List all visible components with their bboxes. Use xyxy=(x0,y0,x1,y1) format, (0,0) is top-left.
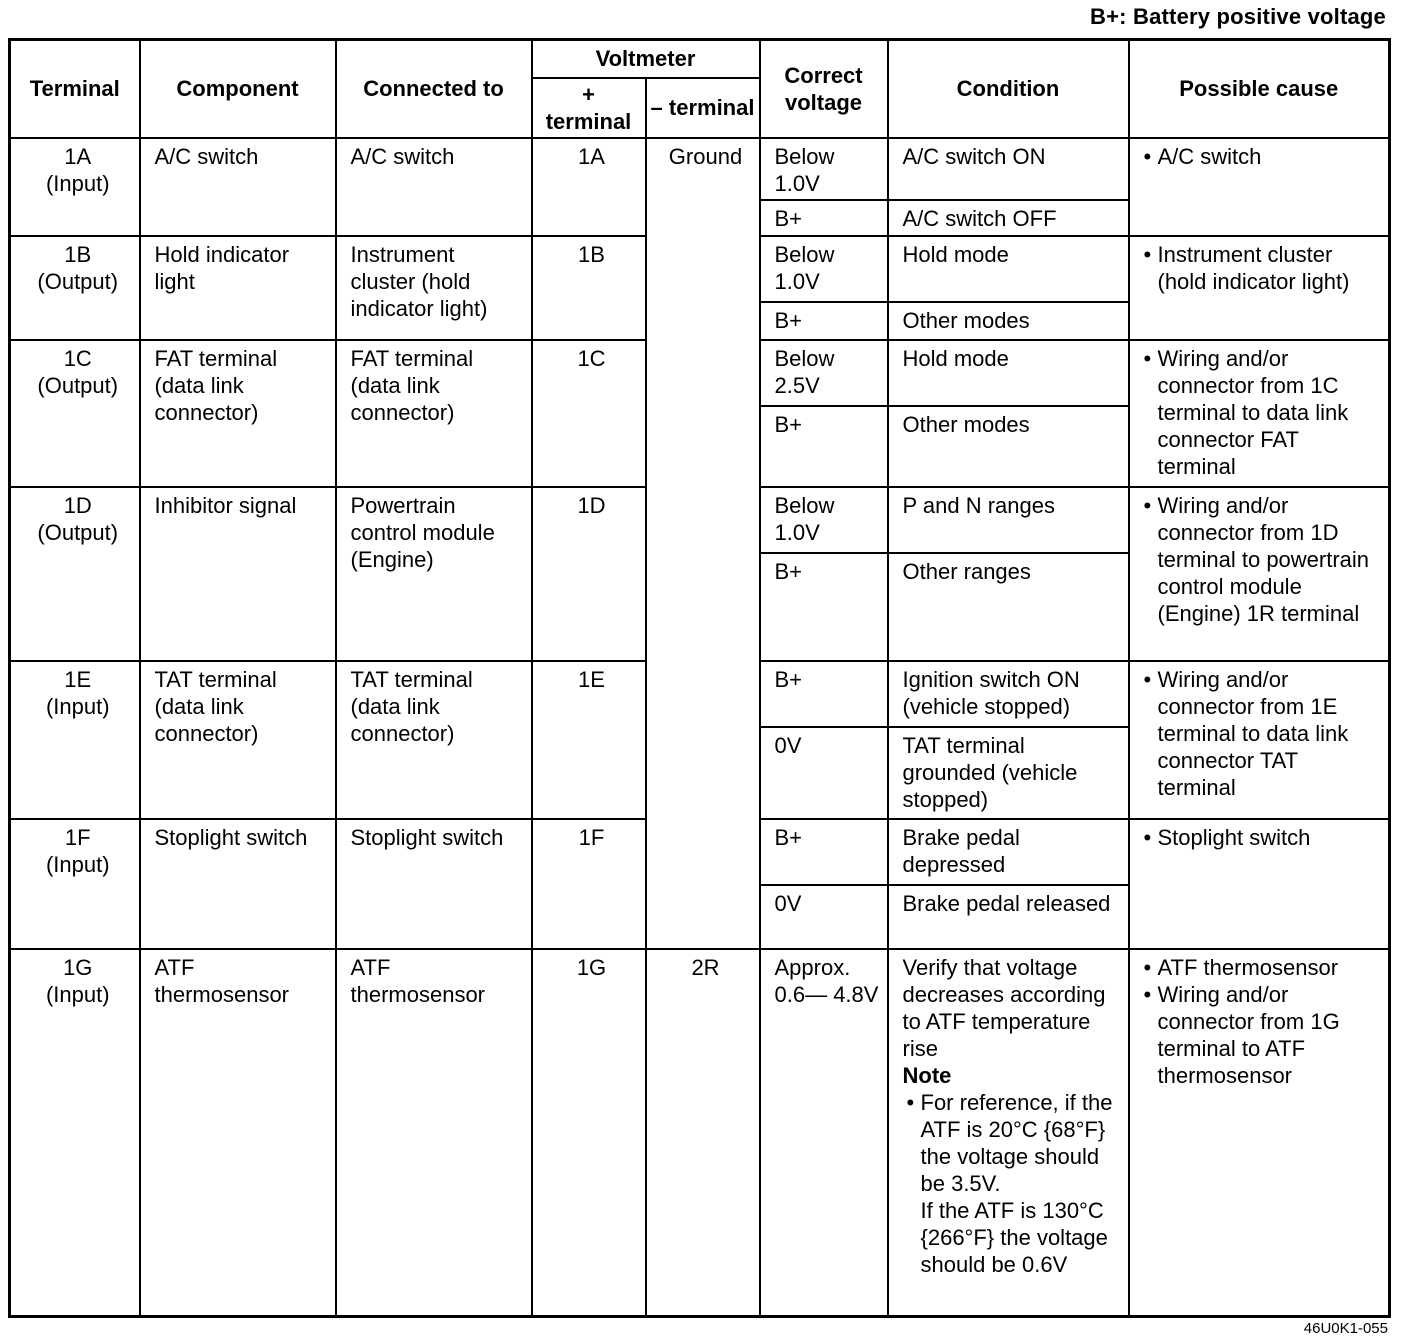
component-cell: ATF thermosensor xyxy=(140,949,336,1317)
component-cell: A/C switch xyxy=(140,138,336,236)
terminal-id: 1C xyxy=(63,345,92,371)
terminal-cell xyxy=(10,138,140,236)
connected-to-cell: FAT terminal (data link connector) xyxy=(336,340,532,487)
component-cell: TAT terminal (data link connector) xyxy=(140,661,336,819)
header-possible-cause: Possible cause xyxy=(1129,40,1390,138)
terminal-cell xyxy=(10,236,140,340)
cause-cell xyxy=(1129,236,1390,340)
terminal-io: (Output) xyxy=(37,519,119,545)
table-row xyxy=(10,138,1390,200)
voltmeter-plus-cell: 1C xyxy=(532,340,646,487)
header-minus-terminal: – terminal xyxy=(646,78,760,138)
terminal-io: (Output) xyxy=(37,372,119,398)
voltmeter-plus-cell: 1A xyxy=(532,138,646,236)
component-cell: Inhibitor signal xyxy=(140,487,336,661)
cause-cell xyxy=(1129,138,1390,236)
voltmeter-plus-cell: 1E xyxy=(532,661,646,819)
connected-to-cell: TAT terminal (data link connector) xyxy=(336,661,532,819)
voltage-cell: B+ xyxy=(760,661,888,727)
condition-cell: Other modes xyxy=(888,406,1129,487)
connected-to-cell: ATF thermosensor xyxy=(336,949,532,1317)
cause-cell xyxy=(1129,661,1390,819)
voltmeter-plus-cell: 1D xyxy=(532,487,646,661)
header-connected-to: Connected to xyxy=(336,40,532,138)
terminal-io: (Input) xyxy=(45,693,110,719)
condition-cell: Brake pedal released xyxy=(888,885,1129,949)
terminal-cell xyxy=(10,819,140,949)
voltmeter-plus-cell: 1G xyxy=(532,949,646,1317)
cause-item: • Instrument cluster (hold indicator light) xyxy=(1144,241,1381,295)
voltage-cell: 0V xyxy=(760,727,888,819)
condition-cell xyxy=(888,949,1129,1317)
header-voltmeter: Voltmeter xyxy=(532,40,760,78)
header-row xyxy=(10,40,1390,78)
terminal-cell xyxy=(10,661,140,819)
connected-to-cell: Powertrain control module (Engine) xyxy=(336,487,532,661)
terminal-id: 1G xyxy=(63,954,93,980)
voltmeter-plus-cell: 1F xyxy=(532,819,646,949)
condition-cell: Other modes xyxy=(888,302,1129,340)
condition-cell: Hold mode xyxy=(888,340,1129,406)
condition-cell: Other ranges xyxy=(888,553,1129,661)
connected-to-cell: Instrument cluster (hold indicator light) xyxy=(336,236,532,340)
terminal-id: 1F xyxy=(64,824,91,850)
terminal-io: (Input) xyxy=(45,981,110,1007)
connected-to-cell: A/C switch xyxy=(336,138,532,236)
terminal-id: 1B xyxy=(64,241,92,267)
terminal-io: (Output) xyxy=(37,268,119,294)
terminal-id: 1D xyxy=(63,492,92,518)
condition-cell: TAT terminal grounded (vehicle stopped) xyxy=(888,727,1129,819)
condition-cell: A/C switch ON xyxy=(888,138,1129,200)
condition-cell: Brake pedal depressed xyxy=(888,819,1129,885)
header-terminal: Terminal xyxy=(10,40,140,138)
terminal-cell xyxy=(10,949,140,1317)
voltage-cell: B+ xyxy=(760,819,888,885)
voltage-cell: Below 2.5V xyxy=(760,340,888,406)
header-plus-terminal: + terminal xyxy=(532,78,646,138)
condition-cell: Hold mode xyxy=(888,236,1129,302)
condition-cell: P and N ranges xyxy=(888,487,1129,553)
voltage-cell: B+ xyxy=(760,406,888,487)
cause-item: • Stoplight switch xyxy=(1144,824,1381,851)
cause-cell xyxy=(1129,487,1390,661)
voltage-cell: B+ xyxy=(760,200,888,236)
component-cell: Stoplight switch xyxy=(140,819,336,949)
cause-cell xyxy=(1129,340,1390,487)
cause-item: • ATF thermosensor xyxy=(1144,954,1381,981)
cause-cell xyxy=(1129,949,1390,1317)
table-row xyxy=(10,949,1390,1317)
figure-id: 46U0K1-055 xyxy=(1303,1320,1388,1337)
cause-item: • Wiring and/or connector from 1C terminal to data link connector FAT terminal xyxy=(1144,345,1381,480)
header-correct-voltage: Correct voltage xyxy=(760,40,888,138)
voltage-cell: Below 1.0V xyxy=(760,487,888,553)
cause-item: • A/C switch xyxy=(1144,143,1381,170)
terminal-id: 1E xyxy=(64,666,92,692)
terminal-cell xyxy=(10,340,140,487)
cause-item: • Wiring and/or connector from 1E terminal to data link connector TAT terminal xyxy=(1144,666,1381,801)
condition-cell: A/C switch OFF xyxy=(888,200,1129,236)
terminal-io: (Input) xyxy=(45,851,110,877)
voltage-cell: B+ xyxy=(760,553,888,661)
component-cell: Hold indicator light xyxy=(140,236,336,340)
voltage-cell: 0V xyxy=(760,885,888,949)
voltmeter-plus-cell: 1B xyxy=(532,236,646,340)
note-title: Note xyxy=(902,1062,952,1088)
battery-voltage-legend: B+: Battery positive voltage xyxy=(1090,4,1386,29)
voltage-cell: Below 1.0V xyxy=(760,138,888,200)
cause-cell xyxy=(1129,819,1390,949)
cause-item: • Wiring and/or connector from 1D terminal to powertrain control module (Engine) 1R terminal xyxy=(1144,492,1381,627)
voltmeter-minus-cell: 2R xyxy=(646,949,760,1317)
voltage-cell: Approx. 0.6— 4.8V xyxy=(760,949,888,1317)
note-item-continued: If the ATF is 130°C {266°F} the voltage should be 0.6V xyxy=(920,1197,1108,1277)
condition-cell: Ignition switch ON (vehicle stopped) xyxy=(888,661,1129,727)
terminal-voltage-table xyxy=(8,38,1391,1318)
header-component: Component xyxy=(140,40,336,138)
voltmeter-minus-ground-cell: Ground xyxy=(646,138,760,949)
connected-to-cell: Stoplight switch xyxy=(336,819,532,949)
note-item: • For reference, if the ATF is 20°C {68°F} the voltage should be 3.5V. xyxy=(903,1089,1120,1197)
condition-text: Verify that voltage decreases according to ATF temperature rise xyxy=(902,954,1106,1061)
terminal-id: 1A xyxy=(64,143,92,169)
voltage-cell: Below 1.0V xyxy=(760,236,888,302)
terminal-io: (Input) xyxy=(45,170,110,196)
cause-item: • Wiring and/or connector from 1G terminal to ATF thermosensor xyxy=(1144,981,1381,1089)
voltage-cell: B+ xyxy=(760,302,888,340)
terminal-cell xyxy=(10,487,140,661)
component-cell: FAT terminal (data link connector) xyxy=(140,340,336,487)
header-condition: Condition xyxy=(888,40,1129,138)
